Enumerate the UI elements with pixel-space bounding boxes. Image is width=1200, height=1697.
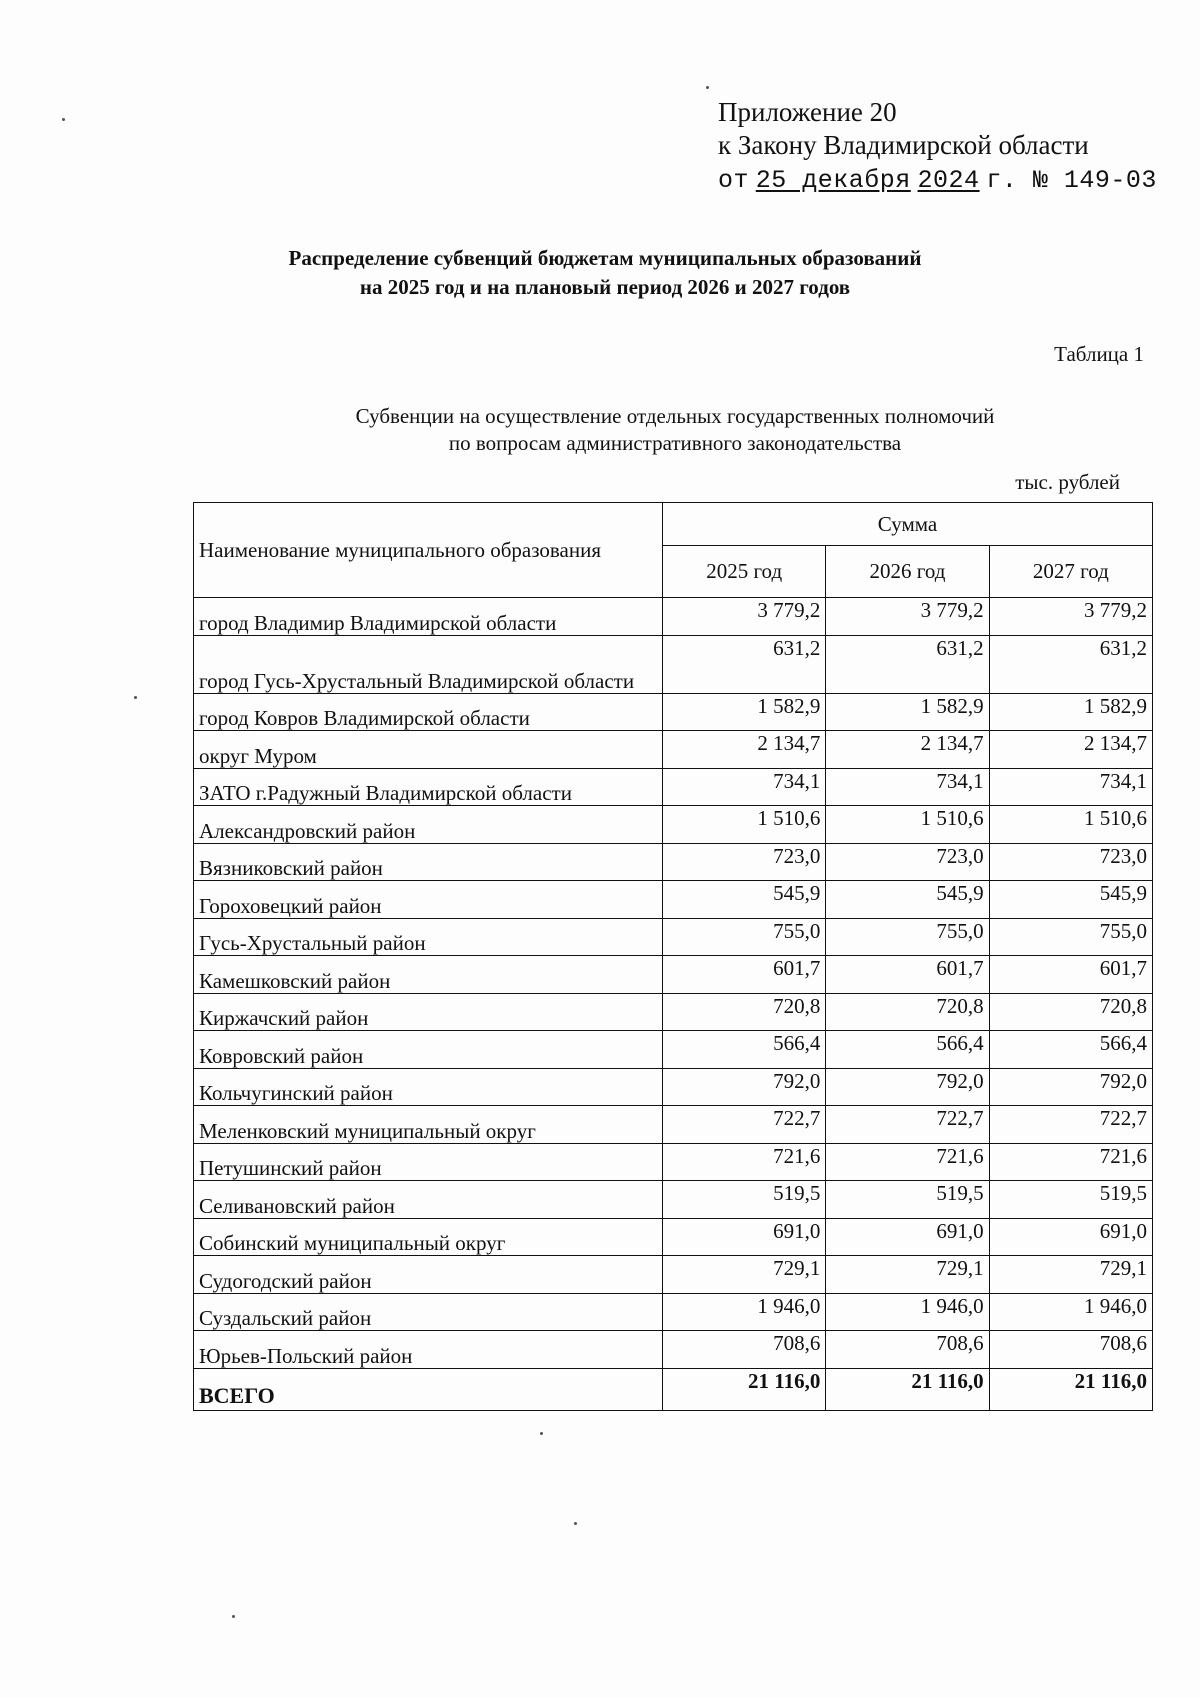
title-line-2: на 2025 год и на плановый период 2026 и 2027 годов: [359, 275, 851, 299]
municipality-name: Юрьев-Польский район: [194, 1331, 663, 1369]
value-2027: 755,0: [989, 918, 1152, 956]
value-2027: 1 946,0: [989, 1293, 1152, 1331]
value-2027: 1 510,6: [989, 806, 1152, 844]
table-row: [194, 1218, 1153, 1256]
value-2026: 691,0: [826, 1218, 989, 1256]
header-municipality: Наименование муниципального образования: [194, 503, 663, 598]
annex-number: г. № 149-03: [986, 166, 1157, 195]
total-2025: 21 116,0: [663, 1368, 826, 1410]
document-title: [200, 244, 1010, 302]
value-2027: 721,6: [989, 1143, 1152, 1181]
value-2025: 722,7: [663, 1106, 826, 1144]
header-sum: Сумма: [663, 503, 1153, 546]
municipality-name: город Ковров Владимирской области: [194, 693, 663, 731]
value-2025: 721,6: [663, 1143, 826, 1181]
header-year-2026: 2026 год: [826, 546, 989, 598]
value-2026: 3 779,2: [826, 598, 989, 636]
value-2025: 519,5: [663, 1181, 826, 1219]
value-2025: 723,0: [663, 843, 826, 881]
value-2026: 601,7: [826, 956, 989, 994]
value-2025: 734,1: [663, 768, 826, 806]
subtitle-line-1: Субвенции на осуществление отдельных государственных полномочий: [355, 404, 995, 428]
value-2026: 721,6: [826, 1143, 989, 1181]
value-2027: 708,6: [989, 1331, 1152, 1369]
value-2027: 1 582,9: [989, 693, 1152, 731]
scan-speck: [574, 1522, 577, 1525]
value-2027: 734,1: [989, 768, 1152, 806]
table-row: [194, 768, 1153, 806]
value-2026: 566,4: [826, 1031, 989, 1069]
value-2026: 755,0: [826, 918, 989, 956]
scan-speck: [62, 118, 65, 121]
value-2027: 723,0: [989, 843, 1152, 881]
table-number: Таблица 1: [1054, 342, 1144, 366]
value-2025: 720,8: [663, 993, 826, 1031]
value-2027: 519,5: [989, 1181, 1152, 1219]
header-year-2025: 2025 год: [663, 546, 826, 598]
table-row: [194, 993, 1153, 1031]
scan-speck: [540, 1432, 543, 1435]
value-2026: 708,6: [826, 1331, 989, 1369]
value-2026: 729,1: [826, 1256, 989, 1294]
value-2025: 729,1: [663, 1256, 826, 1294]
table-row: [194, 693, 1153, 731]
value-2027: 691,0: [989, 1218, 1152, 1256]
table-row: [194, 806, 1153, 844]
value-2025: 1 510,6: [663, 806, 826, 844]
value-2025: 691,0: [663, 1218, 826, 1256]
title-line-1: Распределение субвенций бюджетам муниципальных образований: [288, 246, 922, 270]
total-label: ВСЕГО: [194, 1368, 663, 1410]
value-2026: 631,2: [826, 635, 989, 693]
municipality-name: Суздальский район: [194, 1293, 663, 1331]
value-2027: 729,1: [989, 1256, 1152, 1294]
table-row: [194, 1256, 1153, 1294]
total-2026: 21 116,0: [826, 1368, 989, 1410]
municipality-name: Александровский район: [194, 806, 663, 844]
table-row: [194, 598, 1153, 636]
value-2027: 792,0: [989, 1068, 1152, 1106]
municipality-name: город Гусь-Хрустальный Владимирской области: [194, 635, 663, 693]
value-2026: 723,0: [826, 843, 989, 881]
value-2026: 519,5: [826, 1181, 989, 1219]
municipality-name: Собинский муниципальный округ: [194, 1218, 663, 1256]
table-row: [194, 635, 1153, 693]
table-body: [194, 598, 1153, 1411]
municipality-name: Петушинский район: [194, 1143, 663, 1181]
table-subtitle: [270, 403, 1080, 457]
value-2026: 1 510,6: [826, 806, 989, 844]
table-row: [194, 1143, 1153, 1181]
value-2025: 708,6: [663, 1331, 826, 1369]
value-2025: 601,7: [663, 956, 826, 994]
municipality-name: ЗАТО г.Радужный Владимирской области: [194, 768, 663, 806]
value-2026: 545,9: [826, 881, 989, 919]
table-row: [194, 1068, 1153, 1106]
subventions-table: [193, 502, 1153, 1411]
municipality-name: округ Муром: [194, 731, 663, 769]
scan-speck: [134, 696, 137, 699]
municipality-name: Гусь-Хрустальный район: [194, 918, 663, 956]
value-2025: 792,0: [663, 1068, 826, 1106]
value-2026: 1 582,9: [826, 693, 989, 731]
value-2025: 631,2: [663, 635, 826, 693]
municipality-name: Селивановский район: [194, 1181, 663, 1219]
table-row: [194, 731, 1153, 769]
subtitle-line-2: по вопросам административного законодательства: [448, 431, 902, 455]
value-2025: 566,4: [663, 1031, 826, 1069]
value-2027: 566,4: [989, 1031, 1152, 1069]
value-2025: 755,0: [663, 918, 826, 956]
table-row: [194, 1106, 1153, 1144]
value-2026: 722,7: [826, 1106, 989, 1144]
municipality-name: Кольчугинский район: [194, 1068, 663, 1106]
table-row: [194, 843, 1153, 881]
municipality-name: Киржачский район: [194, 993, 663, 1031]
annex-title: Приложение 20: [718, 97, 897, 127]
annex-date-line: [718, 162, 1157, 197]
table-row: [194, 956, 1153, 994]
table-row: [194, 1031, 1153, 1069]
table-row: [194, 1331, 1153, 1369]
annex-date-year: 2024: [917, 166, 980, 195]
value-2025: 3 779,2: [663, 598, 826, 636]
municipality-name: город Владимир Владимирской области: [194, 598, 663, 636]
value-2026: 734,1: [826, 768, 989, 806]
value-2026: 2 134,7: [826, 731, 989, 769]
municipality-name: Камешковский район: [194, 956, 663, 994]
table-row: [194, 881, 1153, 919]
scan-speck: [232, 1615, 235, 1618]
scan-speck: [706, 86, 709, 89]
annex-date-day: 25 декабря: [755, 166, 911, 195]
value-2027: 545,9: [989, 881, 1152, 919]
value-2025: 1 946,0: [663, 1293, 826, 1331]
table-row: [194, 1181, 1153, 1219]
value-2026: 1 946,0: [826, 1293, 989, 1331]
municipality-name: Гороховецкий район: [194, 881, 663, 919]
value-2025: 1 582,9: [663, 693, 826, 731]
value-2027: 601,7: [989, 956, 1152, 994]
value-2026: 720,8: [826, 993, 989, 1031]
units-label: тыс. рублей: [1015, 470, 1120, 494]
value-2027: 631,2: [989, 635, 1152, 693]
total-row: [194, 1368, 1153, 1410]
municipality-name: Судогодский район: [194, 1256, 663, 1294]
value-2025: 2 134,7: [663, 731, 826, 769]
annex-from: от: [718, 166, 750, 195]
total-2027: 21 116,0: [989, 1368, 1152, 1410]
municipality-name: Ковровский район: [194, 1031, 663, 1069]
table-row: [194, 1293, 1153, 1331]
annex-block: [718, 96, 1157, 197]
municipality-name: Вязниковский район: [194, 843, 663, 881]
value-2025: 545,9: [663, 881, 826, 919]
value-2026: 792,0: [826, 1068, 989, 1106]
value-2027: 720,8: [989, 993, 1152, 1031]
value-2027: 722,7: [989, 1106, 1152, 1144]
municipality-name: Меленковский муниципальный округ: [194, 1106, 663, 1144]
value-2027: 2 134,7: [989, 731, 1152, 769]
annex-law-reference: к Закону Владимирской области: [718, 130, 1089, 160]
value-2027: 3 779,2: [989, 598, 1152, 636]
table-row: [194, 918, 1153, 956]
header-year-2027: 2027 год: [989, 546, 1152, 598]
